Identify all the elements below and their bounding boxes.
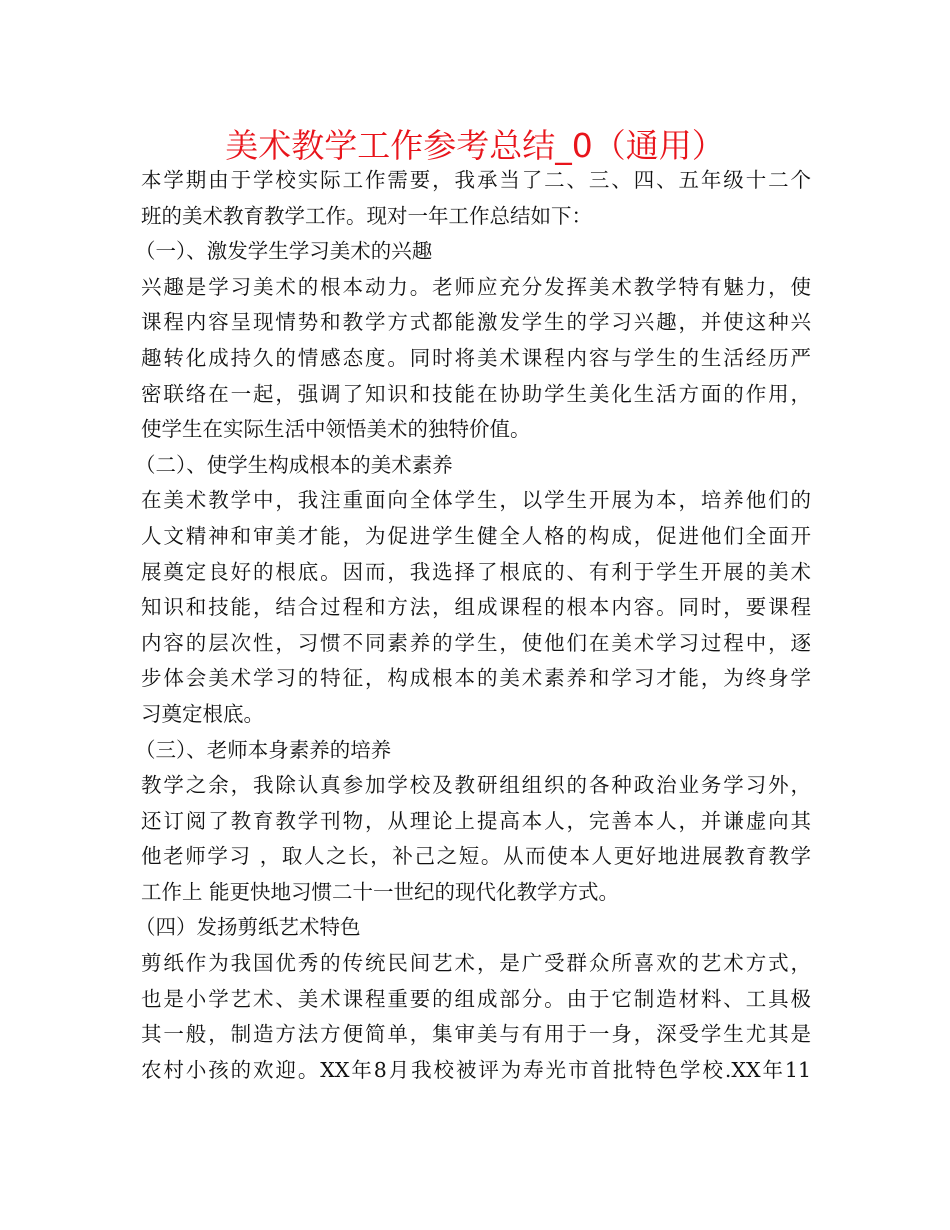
document-body — [135, 163, 811, 1088]
paragraph-line: 习奠定根底。 — [141, 701, 264, 726]
paragraph-line: 教学之余，我除认真参加学校及教研组组织的各种政治业务学习外， — [141, 773, 811, 798]
paragraph-line: 也是小学艺术、美术课程重要的组成部分。由于它制造材料、工具极 — [141, 986, 811, 1011]
paragraph-line: 其一般，制造方法方便简单，集审美与有用于一身，深受学生尤其是 — [141, 1022, 811, 1047]
paragraph-line: 班的美术教育教学工作。现对一年工作总结如下： — [141, 203, 592, 228]
paragraph-line: 密联络在一起，强调了知识和技能在协助学生美化生活方面的作用， — [141, 381, 811, 406]
paragraph-line: 工作上 能更快地习惯二十一世纪的现代化教学方式。 — [141, 879, 620, 904]
paragraph-line: 兴趣是学习美术的根本动力。老师应充分发挥美术教学特有魅力，使 — [141, 274, 811, 299]
paragraph-line: 使学生在实际生活中领悟美术的独特价值。 — [141, 417, 531, 442]
paragraph-line: 步体会美术学习的特征，构成根本的美术素养和学习才能，为终身学 — [141, 666, 811, 691]
paragraph-line: 还订阅了教育教学刊物，从理论上提高本人，完善本人，并谦虚向其 — [141, 808, 811, 833]
paragraph-line: 人文精神和审美才能，为促进学生健全人格的构成，促进他们全面开 — [141, 523, 811, 548]
section-heading: （四）发扬剪纸艺术特色 — [135, 915, 361, 940]
section-heading: （二）、使学生构成根本的美术素养 — [135, 452, 453, 477]
section-heading: （一）、激发学生学习美术的兴趣 — [135, 239, 433, 264]
section-heading: （三）、老师本身素养的培养 — [135, 737, 392, 762]
paragraph-line: 他老师学习 ，取人之长，补己之短。从而使本人更好地进展教育教学 — [141, 844, 811, 869]
paragraph-line: 本学期由于学校实际工作需要，我承当了二、三、四、五年级十二个 — [141, 168, 811, 192]
paragraph-line: 知识和技能，结合过程和方法，组成课程的根本内容。同时，要课程 — [141, 595, 811, 620]
paragraph-line: 剪纸作为我国优秀的传统民间艺术，是广受群众所喜欢的艺术方式， — [141, 951, 811, 976]
paragraph-line: 内容的层次性，习惯不同素养的学生，使他们在美术学习过程中，逐 — [141, 630, 811, 655]
paragraph-line: 展奠定良好的根底。因而，我选择了根底的、有利于学生开展的美术 — [141, 559, 811, 584]
document-title: 美术教学工作参考总结_0（通用） — [225, 126, 725, 165]
paragraph-line: 农村小孩的欢迎。XX年8月我校被评为寿光市首批特色学校.XX年11 — [141, 1057, 811, 1082]
paragraph-line: 在美术教学中，我注重面向全体学生，以学生开展为本，培养他们的 — [141, 488, 811, 513]
paragraph-line: 课程内容呈现情势和教学方式都能激发学生的学习兴趣，并使这种兴 — [141, 310, 811, 335]
paragraph-line: 趣转化成持久的情感态度。同时将美术课程内容与学生的生活经历严 — [141, 345, 811, 370]
